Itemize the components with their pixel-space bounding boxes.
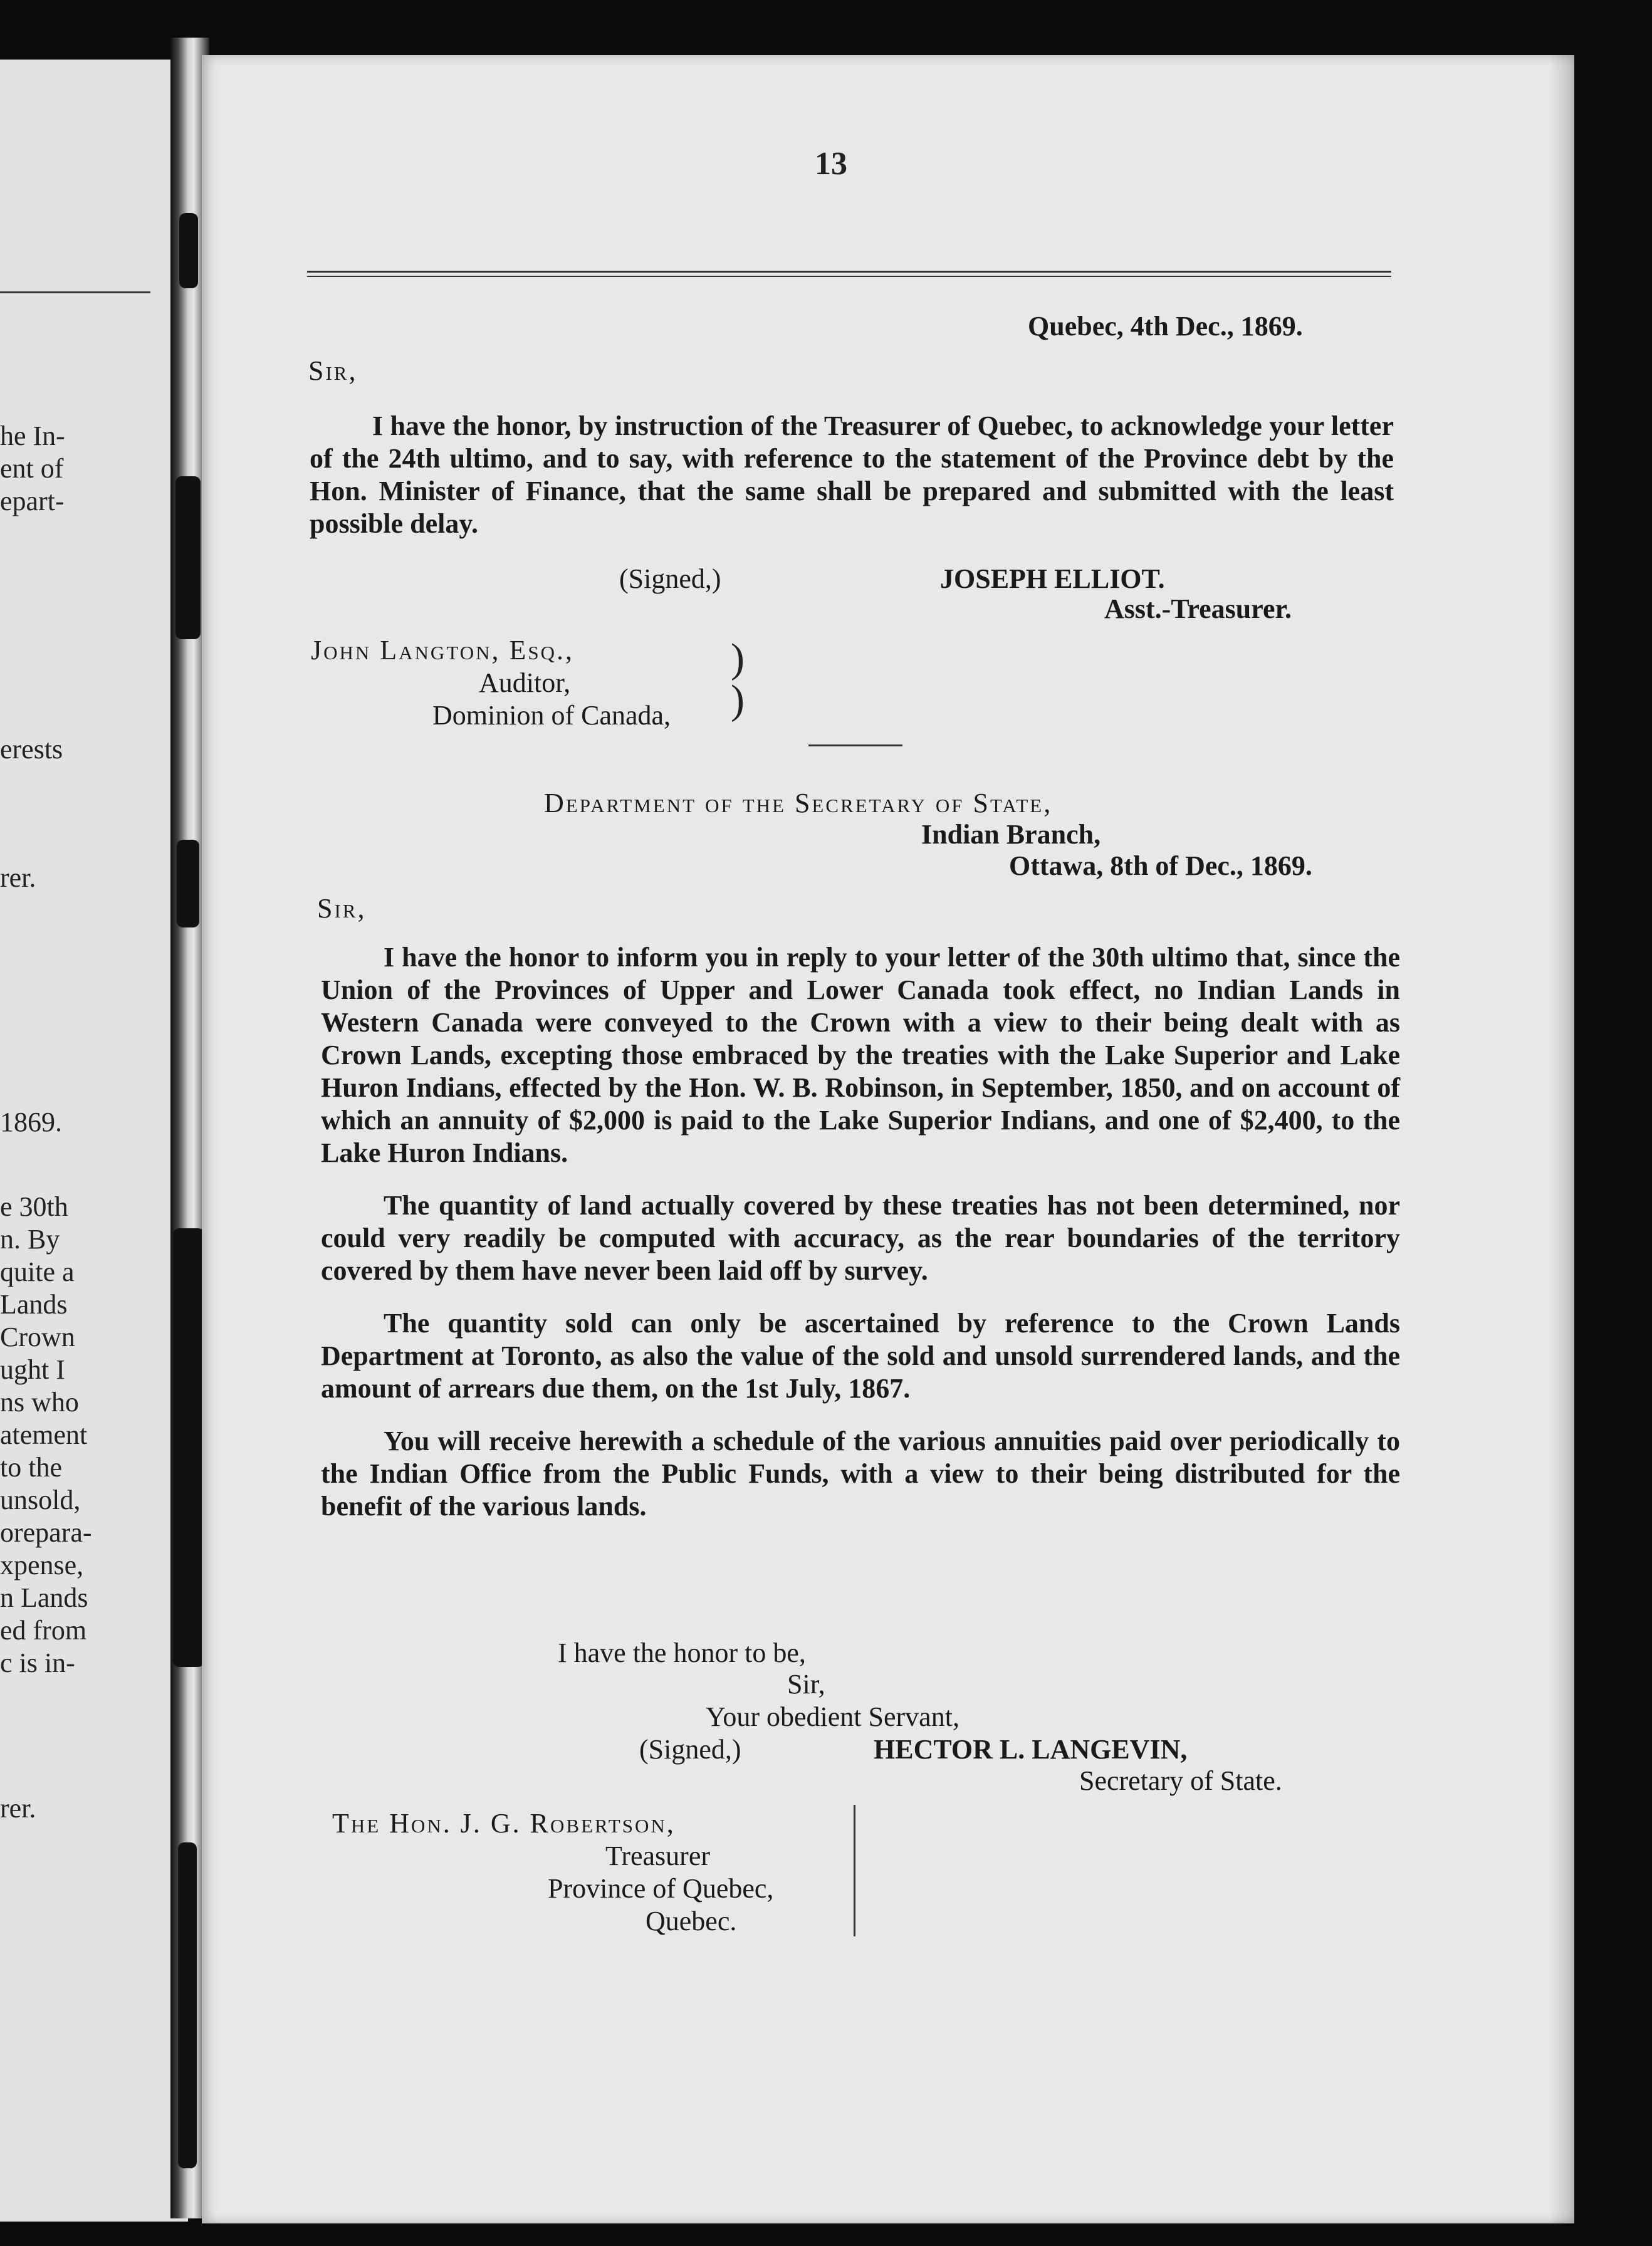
facing-page-text-fragment: Lands [0, 1289, 68, 1320]
separator-rule [808, 744, 902, 746]
letter2-salutation: Sir, [317, 893, 367, 924]
letter1-addressee-place: Dominion of Canada, [432, 700, 671, 731]
letter1-addressee-role: Auditor, [479, 667, 571, 698]
letter2-dateline: Ottawa, 8th of Dec., 1869. [1009, 850, 1312, 881]
letter2-branch: Indian Branch, [921, 819, 1101, 850]
letter2-paragraph-3: The quantity sold can only be ascertained by reference to the Crown Lands Department at Toronto, as also the value of the sold and unsold surrendered lands, and the amount of arrears due them, on the 1st July, 1867. [321, 1308, 1400, 1404]
page-number: 13 [815, 146, 847, 182]
facing-page-fragment [0, 60, 188, 2222]
letter1-signed: (Signed,) [619, 563, 721, 594]
facing-page-text-fragment: n Lands [0, 1582, 88, 1613]
letter2-addressee-name: The Hon. J. G. Robertson, [332, 1808, 676, 1839]
letter1-body: I have the honor, by instruction of the Treasurer of Quebec, to acknowledge your letter of the 24th ultimo, and to say, with reference to the statement of the Province debt by the Hon. Minister of Finance, that the same shall be prepared and submitted with the least possible delay. [310, 410, 1394, 539]
facing-page-text-fragment: ent of [0, 453, 64, 484]
letter2-department: Department of the Secretary of State, [544, 788, 1053, 818]
facing-page-text-fragment: erests [0, 734, 63, 765]
header-rule [307, 271, 1391, 277]
facing-page-text-fragment: to the [0, 1452, 62, 1483]
letter2-signatory-title: Secretary of State. [1079, 1765, 1282, 1796]
letter2-closing-1: I have the honor to be, [558, 1637, 806, 1668]
facing-page-text-fragment: Crown [0, 1322, 75, 1352]
facing-page-text-fragment: n. By [0, 1224, 60, 1255]
letter1-addressee-name: John Langton, Esq., [311, 635, 574, 666]
letter2-addressee-city: Quebec. [646, 1906, 737, 1936]
letter2-paragraph-4: You will receive herewith a schedule of the various annuities paid over periodically to the Indian Office from the Public Funds, with a view to their being distributed for the benefit of the various lands. [321, 1426, 1400, 1522]
letter1-salutation: Sir, [308, 355, 358, 386]
facing-page-text-fragment: ught I [0, 1354, 65, 1385]
letter2-addressee-province: Province of Quebec, [548, 1873, 774, 1904]
facing-page-text-fragment: rer. [0, 862, 36, 893]
letter2-paragraph-2: The quantity of land actually covered by these treaties has not been determined, nor could very readily be computed with accuracy, as the rear boundaries of the territory covered by them have never been laid off by survey. [321, 1190, 1400, 1286]
letter2-closing-2: Sir, [787, 1669, 825, 1700]
facing-page-text-fragment: he In- [0, 420, 65, 451]
facing-page-text-fragment: xpense, [0, 1550, 84, 1580]
facing-page-text-fragment: orepara- [0, 1517, 92, 1548]
letter2-address-brace [854, 1805, 855, 1936]
letter1-address-brace: ) ) [731, 635, 745, 723]
facing-page-text-fragment: rer. [0, 1793, 36, 1824]
letter1-signatory-title: Asst.-Treasurer. [1104, 593, 1292, 624]
facing-page-text-fragment: atement [0, 1419, 88, 1450]
facing-page-text-fragment: quite a [0, 1256, 75, 1287]
letter2-body [321, 941, 1400, 1523]
facing-page-text-fragment: ns who [0, 1387, 79, 1418]
facing-page-text-fragment: e 30th [0, 1191, 68, 1222]
letter2-signed: (Signed,) [639, 1734, 741, 1765]
facing-page-text-fragment: c is in- [0, 1648, 75, 1678]
letter2-addressee-role: Treasurer [605, 1841, 710, 1871]
letter2-closing-3: Your obedient Servant, [706, 1701, 959, 1732]
facing-page-text-fragment: epart- [0, 486, 65, 516]
letter1-signatory: JOSEPH ELLIOT. [940, 563, 1165, 594]
facing-page-text-fragment: ed from [0, 1615, 87, 1646]
facing-page-text-fragment: unsold, [0, 1485, 81, 1515]
letter2-signatory: HECTOR L. LANGEVIN, [874, 1734, 1188, 1765]
facing-page-rule [0, 291, 150, 293]
facing-page-text-fragment: 1869. [0, 1107, 62, 1137]
letter2-paragraph-1: I have the honor to inform you in reply to your letter of the 30th ultimo that, since the Union of the Provinces of Upper and Lower Canada took effect, no Indian Lands in Western Canada were conveyed to the Crown with a view to their being dealt with as Crown Lands, excepting those embraced by the treaties with the Lake Superior and Lake Huron Indians, effected by the Hon. W. B. Robinson, in September, 1850, and on account of which an annuity of $2,000 is paid to the Lake Superior Indians, and one of $2,400, to the Lake Huron Indians. [321, 942, 1400, 1168]
letter1-dateline: Quebec, 4th Dec., 1869. [1028, 311, 1303, 342]
